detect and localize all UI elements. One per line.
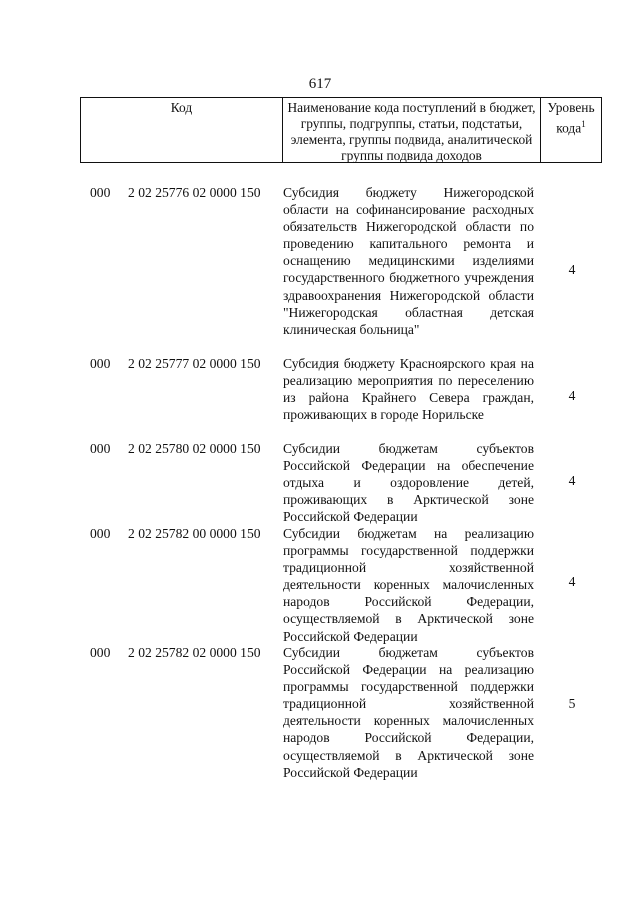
row-level: 4 bbox=[568, 473, 576, 488]
row-name: Субсидии бюджетам субъектов Российской Федерации на реализацию программы государственной поддержки традиционной хозяйственной деятельности коренных малочисленных народов Российской Федерации, осуществляемой в Арктической зоне Российской Федерации bbox=[283, 645, 534, 780]
row-income-code: 2 02 25782 00 0000 150 bbox=[128, 526, 261, 541]
row-income-code: 2 02 25777 02 0000 150 bbox=[128, 356, 261, 371]
header-level-label: Уровень кода bbox=[547, 100, 595, 136]
row-level: 4 bbox=[568, 388, 576, 403]
row-admin-code: 000 bbox=[90, 356, 111, 371]
header-name: Наименование кода поступлений в бюджет, группы, подгруппы, статьи, подстатьи, элемента, группы подвида, аналитической группы подвида доходов bbox=[283, 98, 541, 162]
row-level: 4 bbox=[568, 574, 576, 589]
row-name: Субсидия бюджету Красноярского края на реализацию мероприятия по переселению из района Крайнего Севера граждан, проживающих в городе Норильске bbox=[283, 356, 534, 423]
row-name: Субсидии бюджетам на реализацию программы государственной поддержки традиционной хозяйственной деятельности коренных малочисленных народов Российской Федерации, осуществляемой в Арктической зоне Российской Федерации bbox=[283, 526, 534, 644]
row-income-code: 2 02 25782 02 0000 150 bbox=[128, 645, 261, 660]
header-level-footnote: 1 bbox=[581, 119, 586, 129]
row-admin-code: 000 bbox=[90, 185, 111, 200]
page-number: 617 bbox=[308, 76, 332, 92]
row-name: Субсидии бюджетам субъектов Российской Федерации на обеспечение отдыха и оздоровление детей, проживающих в Арктической зоне Российской Федерации bbox=[283, 441, 534, 525]
row-admin-code: 000 bbox=[90, 441, 111, 456]
row-name: Субсидия бюджету Нижегородской области на софинансирование расходных обязательств Нижегородской области по проведению капитального ремонта и оснащению медицинскими изделиями государственного бюджетного учреждения здравоохранения Нижегородской области "Нижегородская областная детская клиническая больница" bbox=[283, 185, 534, 337]
row-income-code: 2 02 25780 02 0000 150 bbox=[128, 441, 261, 456]
table-header bbox=[80, 97, 602, 163]
row-income-code: 2 02 25776 02 0000 150 bbox=[128, 185, 261, 200]
header-code: Код bbox=[81, 98, 283, 162]
row-level: 4 bbox=[568, 262, 576, 277]
row-level: 5 bbox=[568, 696, 576, 711]
row-admin-code: 000 bbox=[90, 526, 111, 541]
header-level bbox=[541, 98, 601, 162]
row-admin-code: 000 bbox=[90, 645, 111, 660]
